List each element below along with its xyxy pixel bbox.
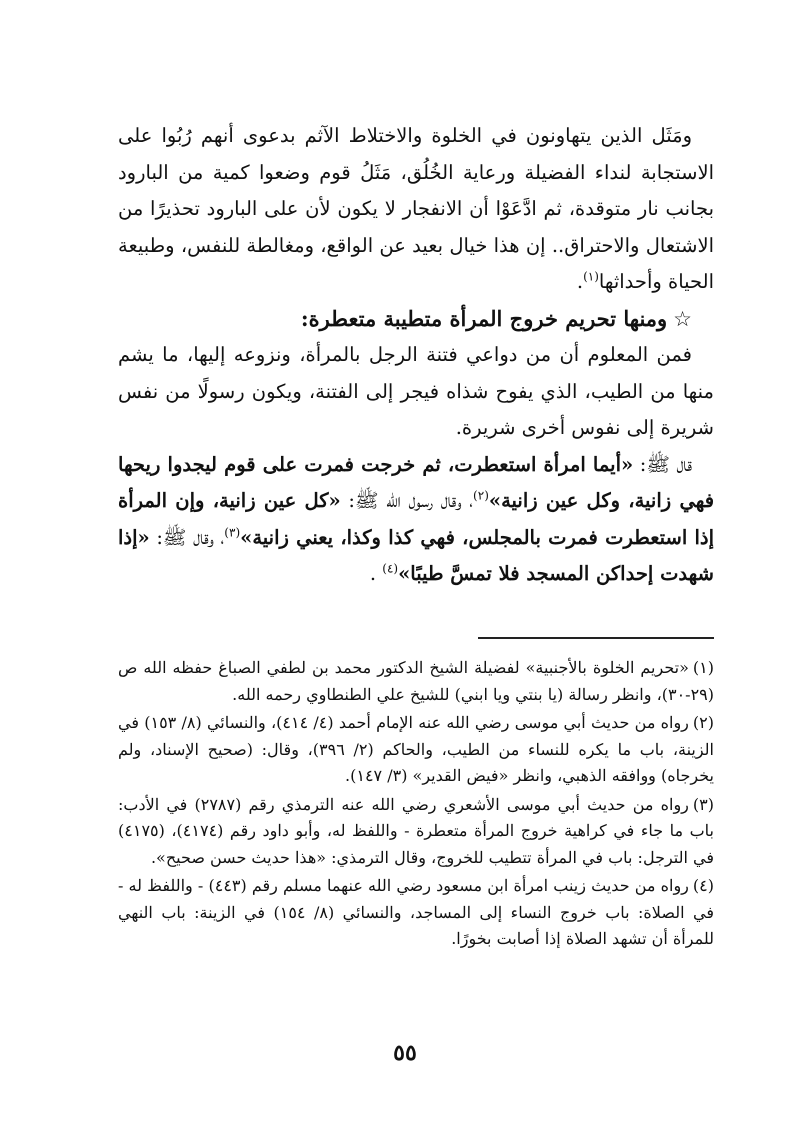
page-number: ٥٥	[393, 1040, 417, 1066]
footnote-2-number: (٢)	[692, 713, 715, 732]
footnote-ref-4: (٤)	[382, 561, 399, 576]
star-icon: ☆	[673, 306, 692, 331]
footnote-3-text: رواه من حديث أبي موسى الأشعري رضي الله عنه الترمذي رقم (٢٧٨٧) في الأدب: باب ما جاء في كراهية خروج المرأة متعطرة - واللفظ له، وأبو داود رقم (٤١٧٤)، (٤١٧٥) في الترجل: باب في المرأة تتطيب للخروج، وقال الترمذي: «هذا حديث حسن صحيح».	[118, 794, 714, 867]
paragraph-1-text: ومَثَل الذين يتهاونون في الخلوة والاختلاط الآثم بدعوى أنهم رُبُوا على الاستجابة لنداء الفضيلة ورعاية الخُلُق، مَثَلُ قوم وضعوا كمية من البارود بجانب نار متوقدة، ثم ادَّعَوْا أن الانفجار لا يكون لأن على البارود تحذيرًا من الاشتعال والاحتراق.. إن هذا خيال بعيد عن الواقع، ومغالطة للنفس، وطبيعة الحياة وأحداثها	[118, 124, 714, 293]
footnote-4-number: (٤)	[692, 876, 714, 895]
paragraph-1-end: .	[576, 270, 584, 293]
paragraph-2: فمن المعلوم أن من دواعي فتنة الرجل بالمرأة، ونزوعه إليها، ما يشم منها من الطيب، الذي يفوح شذاه فيجر إلى الفتنة، ويكون رسولًا من نفس شريرة إلى نفوس أخرى شريرة.	[118, 343, 714, 439]
footnote-2-text: رواه من حديث أبي موسى رضي الله عنه الإمام أحمد (٤/ ٤١٤)، والنسائي (٨/ ١٥٣) في الزينة، باب ما يكره للنساء من الطيب، والحاكم (٢/ ٣٩٦)، وقال: (صحيح الإسناد، ولم يخرجاه) ووافقه الذهبي، وانظر «فيض القدير» (٣/ ١٤٧).	[118, 713, 715, 785]
footnote-ref-3: (٣)	[224, 525, 241, 539]
footnote-4	[118, 873, 714, 953]
hadith-1: «أيما امرأة استعطرت، ثم خرجت فمرت على قوم ليجدوا ريحها فهي زانية، وكل عين زانية»	[118, 452, 715, 512]
main-text	[118, 118, 714, 593]
hadith-3: «إذا شهدت إحداكن المسجد فلا تمسَّ طيبًا»	[118, 525, 714, 585]
paragraph-1	[118, 118, 714, 301]
footnote-4-text: رواه من حديث زينب امرأة ابن مسعود رضي الله عنهما مسلم رقم (٤٤٣) - واللفظ له - في الصلاة: باب خروج النساء إلى المساجد، والنسائي (٨/ ١٥٤) في الزينة: باب النهي للمرأة أن تشهد الصلاة إذا أصابت بخورًا.	[118, 876, 714, 948]
footnote-2	[118, 710, 714, 790]
footnote-ref-2: (٢)	[473, 488, 489, 503]
footnote-ref-1: (١)	[583, 269, 599, 284]
footnote-divider	[478, 637, 714, 639]
footnotes	[118, 655, 714, 955]
hadith-intro: قال ﷺ:	[633, 452, 692, 476]
footnote-1	[118, 655, 714, 708]
footnote-1-text: «تحريم الخلوة بالأجنبية» لفضيلة الشيخ الدكتور محمد بن لطفي الصباغ حفظه الله ص (٢٩-٣٠)، وانظر رسالة (يا بنتي ويا ابني) للشيخ علي الطنطاوي رحمه الله.	[118, 658, 714, 704]
connector-2: ، وقال ﷺ:	[149, 525, 225, 549]
footnote-3-number: (٣)	[692, 794, 715, 814]
connector-1: ، وقال رسول الله ﷺ:	[340, 489, 474, 512]
section-heading	[118, 301, 714, 338]
closing-mark: .	[369, 562, 383, 585]
footnote-1-number: (١)	[692, 658, 714, 677]
hadith-2: «كل عين زانية، وإن المرأة إذا استعطرت فمرت بالمجلس، فهي كذا وكذا، يعني زانية»	[118, 489, 714, 549]
paragraph-3	[118, 447, 714, 593]
footnote-3	[118, 792, 714, 872]
section-heading-text: ومنها تحريم خروج المرأة متطيبة متعطرة:	[300, 305, 668, 331]
